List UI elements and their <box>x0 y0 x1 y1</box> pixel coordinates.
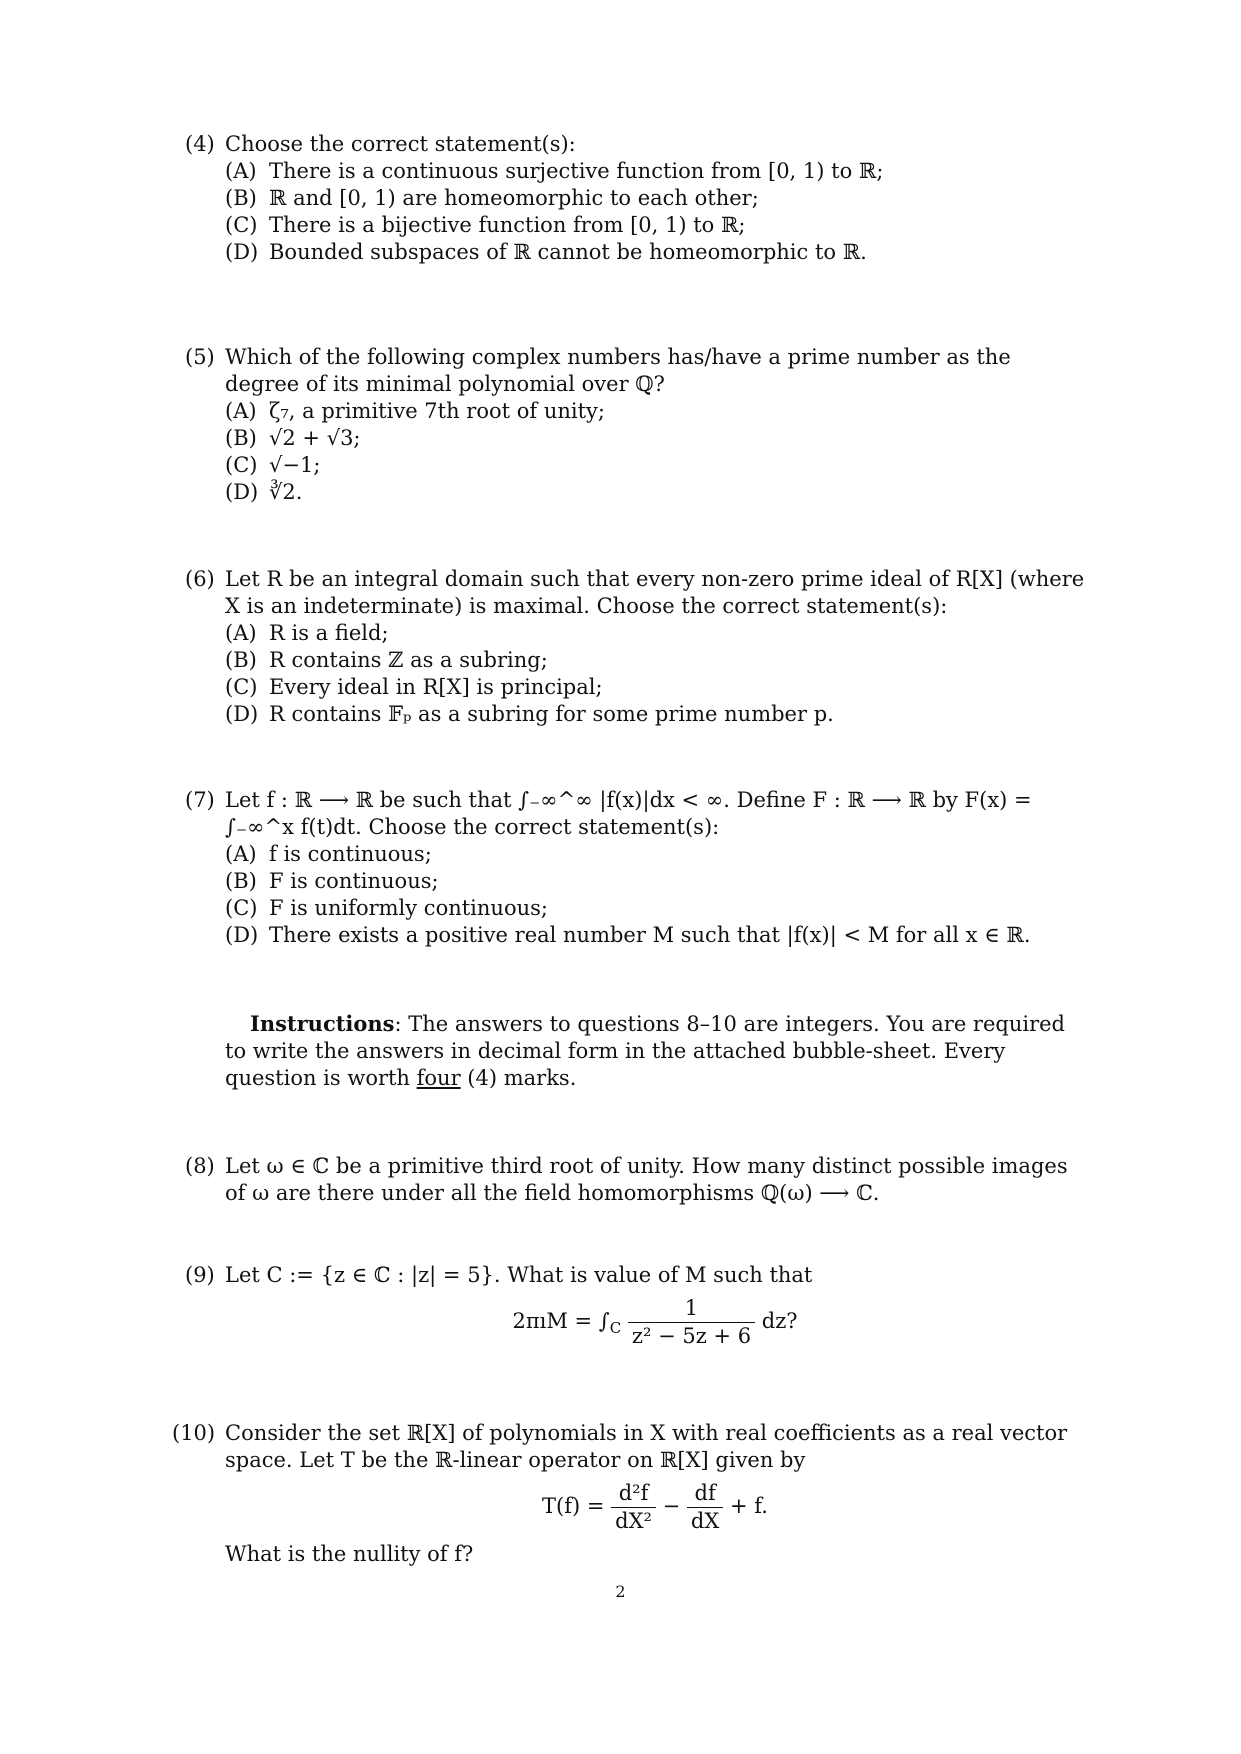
option-c: (C) Every ideal in R[X] is principal; <box>225 675 603 699</box>
question-4 <box>185 131 1085 266</box>
question-8 <box>185 1153 1085 1207</box>
fraction-denominator: z² − 5z + 6 <box>631 1324 752 1348</box>
question-stem: Which of the following complex numbers has/have a prime number as the degree of its minimal polynomial over ℚ? <box>225 345 1011 396</box>
question-9 <box>185 1262 1085 1356</box>
question-number: (7) <box>185 788 215 812</box>
instructions-text: : The answers to questions 8–10 are integers. You are required to write the answers in decimal form in the attached bubble-sheet. Every question is worth <box>225 1012 1065 1090</box>
question-stem: Let f : ℝ ⟶ ℝ be such that ∫₋∞^∞ |f(x)|dx < ∞. Define F : ℝ ⟶ ℝ by F(x) = ∫₋∞^x f(t)dt. Choose the correct statement(s): <box>225 788 1032 839</box>
option-d: (D) Bounded subspaces of ℝ cannot be homeomorphic to ℝ. <box>225 240 867 264</box>
fraction-second-derivative <box>611 1480 656 1535</box>
question-6 <box>185 566 1085 728</box>
question-number: (8) <box>185 1154 215 1178</box>
instructions-heading: Instructions <box>250 1011 395 1036</box>
question-number: (4) <box>185 132 215 156</box>
instructions-block <box>225 1010 1085 1092</box>
question-stem: Choose the correct statement(s): <box>225 132 576 156</box>
integral-domain: C <box>609 1319 622 1338</box>
fraction-denominator: dX² <box>615 1509 652 1533</box>
equation <box>225 1295 1085 1350</box>
option-a: (A) There is a continuous surjective function from [0, 1) to ℝ; <box>225 159 884 183</box>
option-c: (C) There is a bijective function from [0, 1) to ℝ; <box>225 213 746 237</box>
fraction <box>628 1295 755 1350</box>
fraction-numerator: d²f <box>611 1480 656 1508</box>
option-d: (D) R contains 𝔽ₚ as a subring for some prime number p. <box>225 702 834 726</box>
question-stem: Let C := {z ∈ ℂ : |z| = 5}. What is value of M such that <box>225 1263 813 1287</box>
instructions-underlined: four <box>416 1066 461 1090</box>
question-prompt: What is the nullity of f? <box>225 1542 474 1566</box>
option-d: (D) There exists a positive real number M such that |f(x)| < M for all x ∈ ℝ. <box>225 923 1031 947</box>
equation-lhs: T(f) = <box>542 1494 605 1518</box>
option-d: (D) ∛2. <box>225 480 303 504</box>
option-a: (A) f is continuous; <box>225 842 432 866</box>
question-stem: Let R be an integral domain such that every non-zero prime ideal of R[X] (where X is an indeterminate) is maximal. Choose the correct statement(s): <box>225 567 1085 618</box>
option-b: (B) √2 + √3; <box>225 426 361 450</box>
question-number: (10) <box>172 1421 216 1445</box>
option-a: (A) ζ₇, a primitive 7th root of unity; <box>225 399 605 423</box>
question-10 <box>172 1420 1085 1568</box>
question-stem: Consider the set ℝ[X] of polynomials in X with real coefficients as a real vector space. Let T be the ℝ-linear operator on ℝ[X] given by <box>225 1421 1068 1472</box>
fraction-numerator: 1 <box>628 1295 755 1323</box>
option-b: (B) F is continuous; <box>225 869 439 893</box>
option-b: (B) R contains ℤ as a subring; <box>225 648 548 672</box>
option-c: (C) √−1; <box>225 453 321 477</box>
instructions-text-end: (4) marks. <box>460 1066 577 1090</box>
fraction-first-derivative <box>687 1480 723 1535</box>
option-c: (C) F is uniformly continuous; <box>225 896 548 920</box>
question-number: (5) <box>185 345 215 369</box>
option-a: (A) R is a field; <box>225 621 389 645</box>
equation-lhs: 2πıM = ∫ <box>512 1309 610 1333</box>
question-stem: Let ω ∈ ℂ be a primitive third root of unity. How many distinct possible images of ω are there under all the field homomorphisms ℚ(ω) ⟶ ℂ. <box>225 1154 1068 1205</box>
page-number: 2 <box>615 1582 626 1601</box>
question-7 <box>185 787 1085 949</box>
equation-tail: dz? <box>761 1309 798 1333</box>
question-number: (6) <box>185 567 215 591</box>
option-b: (B) ℝ and [0, 1) are homeomorphic to each other; <box>225 186 759 210</box>
question-number: (9) <box>185 1263 215 1287</box>
question-5 <box>185 344 1085 506</box>
fraction-numerator: df <box>687 1480 723 1508</box>
equation <box>225 1480 1085 1535</box>
fraction-denominator: dX <box>690 1509 720 1533</box>
equation-tail: + f. <box>730 1494 768 1518</box>
minus-sign: − <box>662 1494 681 1518</box>
